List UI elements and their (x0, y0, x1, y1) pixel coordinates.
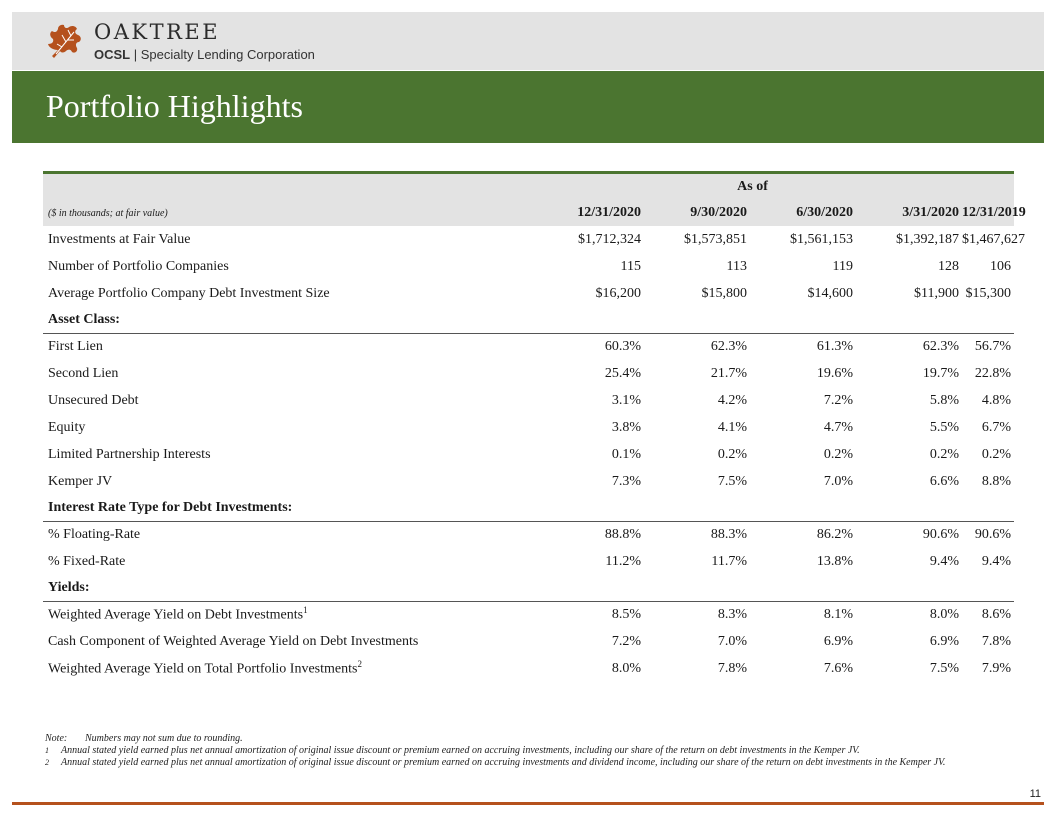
table-header-dates (43, 200, 1014, 226)
row-label: Investments at Fair Value (48, 231, 191, 247)
row-value: 88.8% (604, 526, 641, 542)
row-value: 62.3% (922, 338, 959, 354)
row-value: 7.3% (611, 473, 641, 489)
row-label: Weighted Average Yield on Debt Investments$^1$ (48, 605, 308, 624)
row-value: 90.6% (974, 526, 1012, 542)
row-value: 7.2% (611, 633, 641, 649)
row-label: Cash Component of Weighted Average Yield on Debt Investments (48, 633, 419, 649)
row-value: $1,392,187 (896, 231, 959, 247)
row-value: 22.8% (974, 365, 1012, 381)
row-value: 13.8% (816, 553, 853, 569)
footnote-ref: 1 (303, 605, 308, 616)
row-label: Equity (48, 419, 86, 435)
row-value: 7.5% (717, 473, 747, 489)
row-value: 8.1% (823, 606, 853, 622)
table-row (43, 280, 1014, 307)
row-value: 90.6% (922, 526, 959, 542)
brand-name: OAKTREE (94, 20, 221, 44)
row-value: 106 (990, 258, 1012, 274)
row-value: $15,800 (701, 285, 747, 301)
row-value: 5.8% (929, 392, 959, 408)
page-title: Portfolio Highlights (46, 88, 303, 124)
date-header: 6/30/2020 (750, 200, 856, 226)
row-value: 56.7% (974, 338, 1012, 354)
page-number: 11 (1029, 788, 1041, 800)
row-value: 4.2% (717, 392, 747, 408)
row-value: 8.6% (981, 606, 1012, 622)
row-value: $1,467,627 (962, 231, 1025, 247)
table-row (43, 387, 1014, 414)
unit-note: ($ in thousands; at fair value) (43, 200, 491, 226)
footnotes (45, 733, 1005, 769)
as-of-label: As of (491, 174, 1014, 200)
row-label: Average Portfolio Company Debt Investment Size (48, 285, 330, 301)
table-row (43, 360, 1014, 387)
row-value: 0.2% (823, 446, 853, 462)
row-value: 11.2% (605, 553, 641, 569)
row-value: 8.5% (611, 606, 641, 622)
row-value: 3.8% (611, 419, 641, 435)
footnote: Note: Numbers may not sum due to rounding. (45, 733, 243, 744)
row-value: 19.6% (816, 365, 853, 381)
row-value: 61.3% (816, 338, 853, 354)
table-row (43, 468, 1014, 495)
row-value: 7.0% (823, 473, 853, 489)
section-heading: Yields: (43, 575, 1014, 601)
row-value: $15,300 (965, 285, 1012, 301)
row-label: Second Lien (48, 365, 119, 381)
row-value: 9.4% (929, 553, 959, 569)
row-value: 6.7% (981, 419, 1012, 435)
row-value: 11.7% (711, 553, 747, 569)
row-value: 88.3% (710, 526, 747, 542)
portfolio-table (43, 171, 1026, 682)
table-row (43, 521, 1014, 548)
row-value: 0.2% (717, 446, 747, 462)
row-value: 60.3% (604, 338, 641, 354)
row-value: 7.2% (823, 392, 853, 408)
row-value: 7.0% (717, 633, 747, 649)
table-row (43, 601, 1014, 628)
row-value: $11,900 (914, 285, 959, 301)
row-value: 7.5% (929, 660, 959, 676)
table-row (43, 548, 1014, 575)
row-value: 7.8% (717, 660, 747, 676)
row-value: 6.9% (929, 633, 959, 649)
row-value: 25.4% (604, 365, 641, 381)
table-row (43, 441, 1014, 468)
row-value: 113 (726, 258, 747, 274)
oak-leaf-icon (44, 20, 86, 62)
row-value: $1,712,324 (578, 231, 641, 247)
row-value: 3.1% (611, 392, 641, 408)
row-value: $16,200 (595, 285, 641, 301)
row-value: 8.3% (717, 606, 747, 622)
date-header: 9/30/2020 (644, 200, 750, 226)
row-label: Limited Partnership Interests (48, 446, 211, 462)
row-value: 119 (832, 258, 853, 274)
row-value: 0.2% (981, 446, 1012, 462)
row-value: 0.2% (929, 446, 959, 462)
row-value: 6.6% (929, 473, 959, 489)
row-value: 7.9% (981, 660, 1012, 676)
row-value: 7.8% (981, 633, 1012, 649)
row-value: 8.0% (611, 660, 641, 676)
table-row (43, 628, 1014, 655)
section-heading: Interest Rate Type for Debt Investments: (43, 495, 1014, 521)
row-value: $14,600 (807, 285, 853, 301)
table-header-asof (43, 174, 1014, 200)
date-header: 3/31/2020 (856, 200, 962, 226)
row-value: 86.2% (816, 526, 853, 542)
row-value: 8.0% (929, 606, 959, 622)
brand-subtitle: OCSL | Specialty Lending Corporation (94, 47, 315, 62)
row-label: Weighted Average Yield on Total Portfolio Investments$^2$ (48, 659, 362, 677)
row-label: Unsecured Debt (48, 392, 139, 408)
row-value: 4.8% (981, 392, 1012, 408)
row-value: 21.7% (710, 365, 747, 381)
row-value: 4.7% (823, 419, 853, 435)
row-value: 8.8% (981, 473, 1012, 489)
row-value: 5.5% (929, 419, 959, 435)
table-row (43, 333, 1014, 360)
row-value: 6.9% (823, 633, 853, 649)
date-header: 12/31/2019 (962, 200, 1014, 226)
table-row (43, 226, 1014, 253)
row-label: Number of Portfolio Companies (48, 258, 229, 274)
table-row (43, 655, 1014, 682)
row-value: $1,573,851 (684, 231, 747, 247)
table-row (43, 253, 1014, 280)
row-value: 19.7% (922, 365, 959, 381)
row-value: 128 (938, 258, 959, 274)
row-value: 115 (620, 258, 641, 274)
row-value: 0.1% (611, 446, 641, 462)
footnote: 2 Annual stated yield earned plus net annual amortization of original issue discount or premium earned on accruing investments and dividend income, including our share of the return on debt investments in the Kemper JV. (45, 757, 946, 768)
footnote-ref: 2 (357, 659, 362, 670)
row-label: % Floating-Rate (48, 526, 141, 542)
row-label: First Lien (48, 338, 103, 354)
brand-company: Specialty Lending Corporation (140, 47, 315, 62)
footnote: 1 Annual stated yield earned plus net annual amortization of original issue discount or premium earned on accruing investments, including our share of the return on debt investments in the Kemper JV. (45, 745, 860, 756)
footer-rule (12, 802, 1044, 805)
section-heading: Asset Class: (43, 307, 1014, 333)
table-row (43, 414, 1014, 441)
row-label: Kemper JV (48, 473, 113, 489)
row-value: $1,561,153 (790, 231, 853, 247)
row-value: 62.3% (710, 338, 747, 354)
brand-ticker: OCSL (94, 47, 131, 62)
row-value: 4.1% (717, 419, 747, 435)
row-label: % Fixed-Rate (48, 553, 126, 569)
row-value: 9.4% (981, 553, 1012, 569)
row-value: 7.6% (823, 660, 853, 676)
date-header: 12/31/2020 (491, 200, 644, 226)
